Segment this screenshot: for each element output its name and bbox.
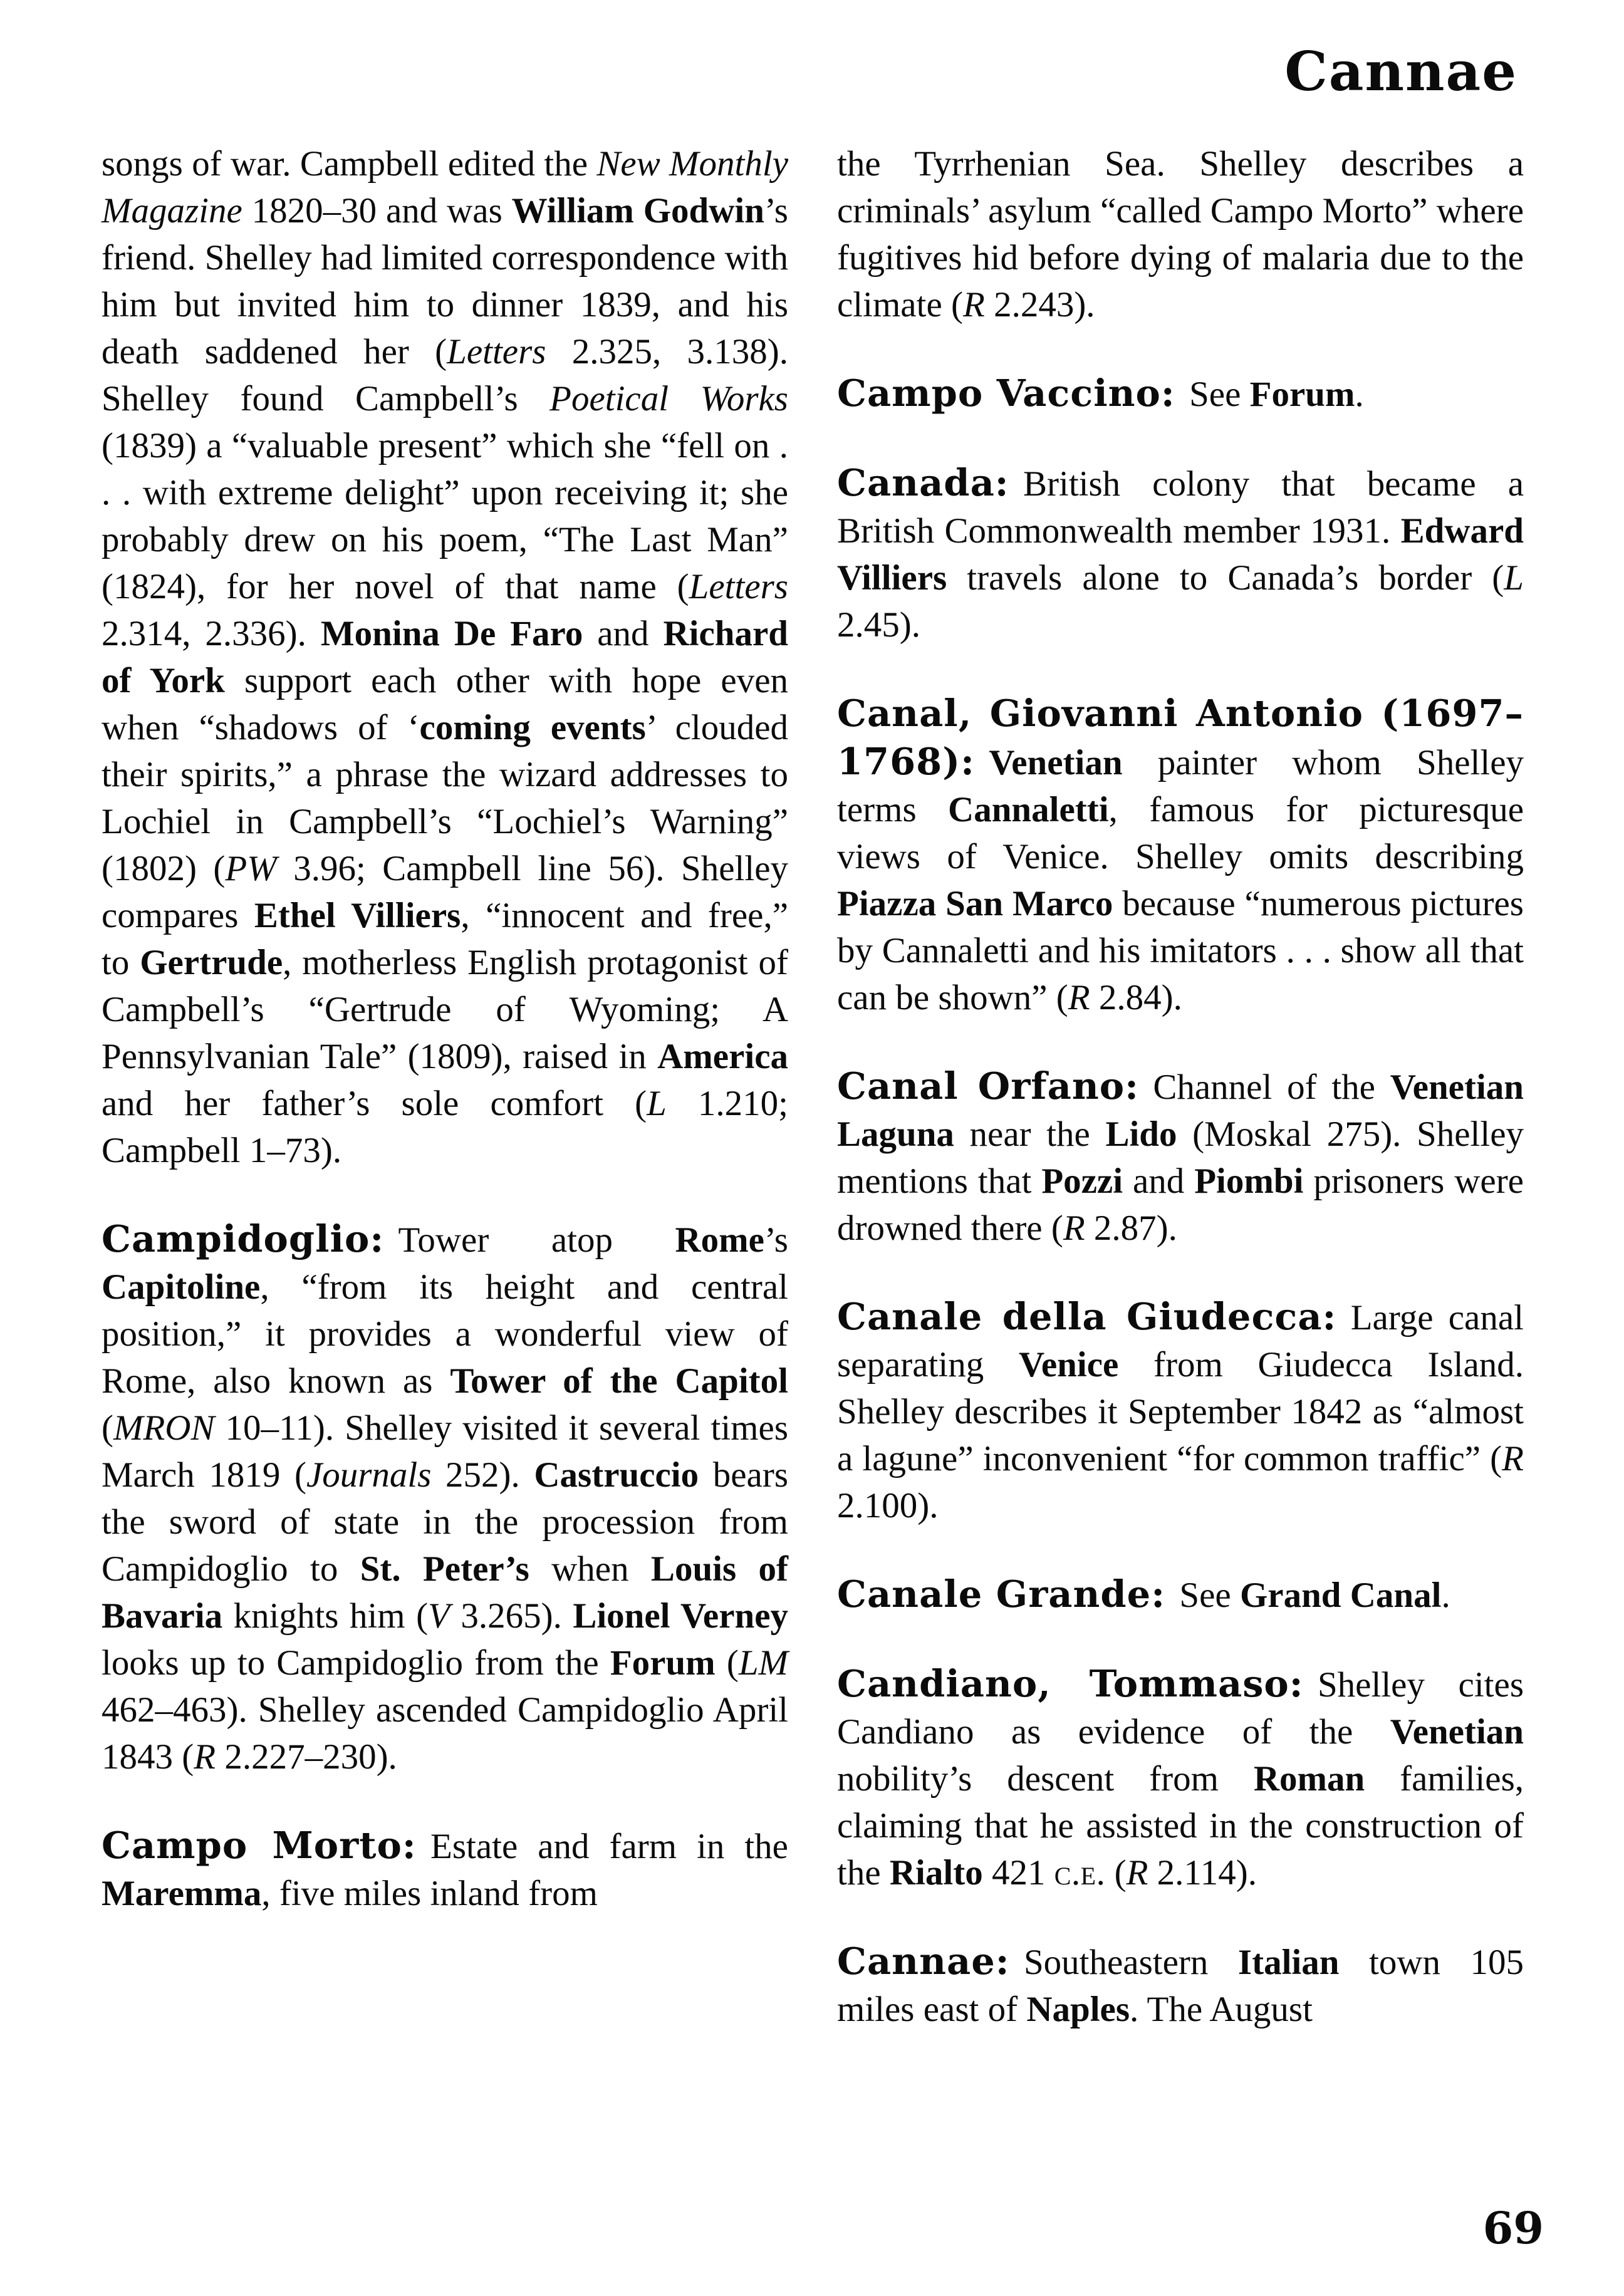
text-segment: 2.227–230). (216, 1737, 397, 1777)
text-segment: Venetian (989, 743, 1123, 782)
text-segment: Piazza San Marco (837, 884, 1113, 923)
text-segment: Lido (1105, 1114, 1177, 1154)
text-segment: . The August (1130, 1990, 1313, 2029)
text-segment: because “numerous pictures by Cannaletti and his imitators . . . show all that can be shown” ( (837, 884, 1524, 1017)
text-segment: New Monthly Magazine (102, 144, 788, 231)
text-segment: 10–11). Shelley visited it several times March 1819 ( (102, 1408, 788, 1495)
text-segment: (1839) a “valuable present” which she “fell on . . . with extreme delight” upon receiving it; she probably drew on his poem, “The Last Man” (1824), for her novel of that name ( (102, 426, 788, 606)
text-segment: 2.100). (837, 1486, 939, 1525)
text-segment: Italian (1237, 1943, 1340, 1982)
entry-heading: Candiano, Tommaso: (837, 1662, 1304, 1705)
text-segment: ( (102, 1408, 113, 1448)
text-segment: Journals (306, 1455, 432, 1495)
text-segment: Edward Villiers (837, 511, 1524, 598)
text-segment: support each other with hope even when “shadows of ‘ (102, 661, 788, 747)
continuation-paragraph (102, 140, 788, 1174)
text-segment: 462–463). Shelley ascended Campidoglio April 1843 ( (102, 1690, 788, 1777)
text-segment: L (647, 1084, 667, 1123)
text-segment: Richard of York (102, 614, 788, 700)
text-segment: Forum (1249, 375, 1355, 414)
text-segment: near the (954, 1114, 1106, 1154)
text-segment: R (1063, 1208, 1085, 1248)
entry-paragraph (837, 1293, 1524, 1529)
entry-heading: Campo Vaccino: (837, 371, 1175, 415)
text-segment: Grand Canal (1239, 1576, 1442, 1615)
text-segment: 1.210; Campbell 1–73). (102, 1084, 788, 1170)
text-segment: bears the sword of state in the procession from Campidoglio to (102, 1455, 788, 1589)
text-segment: R (1126, 1853, 1148, 1893)
entry-heading: Canal Orfano: (837, 1064, 1139, 1108)
entry-paragraph (837, 1938, 1524, 2033)
entry-heading: Campidoglio: (102, 1217, 385, 1260)
text-segment: 3.265). (449, 1596, 573, 1636)
text-segment: MRON (113, 1408, 215, 1448)
text-segment: R (194, 1737, 216, 1777)
entry-paragraph (837, 459, 1524, 648)
text-segment: and her father’s sole comfort ( (102, 1084, 647, 1123)
text-segment: 2.325, 3.138). Shelley found Campbell’s (102, 332, 789, 418)
text-segment: Shelley cites Candiano as evidence of the (837, 1665, 1524, 1752)
left-column (102, 140, 788, 1917)
text-segment: painter whom Shelley terms (837, 743, 1524, 829)
entry-heading: Campo Morto: (102, 1824, 417, 1867)
text-segment: Louis of Bavaria (102, 1549, 788, 1636)
text-segment: LM (738, 1643, 788, 1683)
text-segment: ’ clouded their spirits,” a phrase the wizard addresses to Lochiel in Campbell’s “Lochiel’s Warning” (1802) ( (102, 708, 789, 888)
text-segment: Venetian (1390, 1712, 1524, 1752)
text-segment: Southeastern (1023, 1943, 1238, 1982)
text-segment: 2.45). (837, 605, 920, 645)
text-segment: prisoners were drowned there ( (837, 1161, 1524, 1248)
text-segment: Tower atop (398, 1220, 675, 1260)
text-segment: Cannaletti (948, 790, 1109, 829)
text-segment: Large canal separating (837, 1298, 1524, 1384)
text-segment: Tower of the Capitol (450, 1361, 788, 1401)
text-segment: from Giudecca Island. Shelley describes it September 1842 as “almost a lagune” inconvenient “for common traffic” ( (837, 1345, 1524, 1478)
text-segment: . (1355, 375, 1364, 414)
text-segment: travels alone to Canada’s border ( (947, 558, 1504, 598)
text-segment: 421 (982, 1853, 1054, 1893)
entry-heading: Canale Grande: (837, 1572, 1165, 1616)
entry-paragraph (102, 1215, 788, 1780)
text-segment: Ethel Villiers (254, 896, 461, 935)
text-segment: 2.114). (1148, 1853, 1257, 1893)
text-segment: Lionel Verney (573, 1596, 788, 1636)
text-segment: L (1504, 558, 1524, 598)
text-segment: Venetian Laguna (837, 1067, 1524, 1154)
text-segment: 2.87). (1085, 1208, 1177, 1248)
text-segment: Monina De Faro (320, 614, 583, 653)
text-segment: , motherless English protagonist of Campbell’s “Gertrude of Wyoming; A Pennsylvanian Tale” (1809), raised in (102, 943, 788, 1076)
entry-heading: Canada: (837, 461, 1009, 504)
text-segment: V (428, 1596, 450, 1636)
text-segment: Letters (689, 567, 788, 606)
text-segment: 3.96; Campbell line 56). Shelley compares (102, 849, 788, 935)
entry-heading: Canal, Giovanni Antonio (1697–1768): (837, 692, 1524, 783)
text-segment: See (1189, 375, 1250, 414)
entry-heading: Canale della Giudecca: (837, 1295, 1337, 1338)
text-segment: songs of war. Campbell edited the (102, 144, 597, 184)
text-segment: Letters (447, 332, 546, 371)
text-segment: 2.84). (1090, 978, 1182, 1017)
text-segment: town 105 miles east of (837, 1943, 1524, 2029)
text-segment: when (529, 1549, 651, 1589)
entry-paragraph (837, 1062, 1524, 1252)
text-segment: , “from its height and central position,” it provides a wonderful view of Rome, also known as (102, 1267, 788, 1401)
text-segment: R (962, 285, 985, 325)
text-segment: R (1502, 1439, 1524, 1478)
text-segment: Castruccio (534, 1455, 699, 1495)
right-column (837, 140, 1524, 2033)
text-segment: Capitoline (102, 1267, 261, 1307)
text-segment: and (583, 614, 664, 653)
text-segment: 2.314, 2.336). (102, 614, 321, 653)
running-head: Cannae (1284, 40, 1517, 103)
text-segment: , famous for picturesque views of Venice. Shelley omits describing (837, 790, 1524, 876)
text-segment: , “innocent and free,” to (102, 896, 788, 982)
text-segment: R (1068, 978, 1090, 1017)
entry-paragraph (102, 1822, 788, 1917)
text-segment: Maremma (102, 1874, 262, 1913)
text-segment: William Godwin (511, 191, 764, 231)
text-segment: knights him ( (222, 1596, 429, 1636)
text-segment: coming events (419, 708, 646, 747)
text-segment: Piombi (1194, 1161, 1304, 1201)
text-segment: looks up to Campidoglio from the (102, 1643, 610, 1683)
entry-paragraph (837, 1660, 1524, 1896)
text-segment: 1820–30 and was (242, 191, 512, 231)
text-segment: Poetical Works (549, 379, 788, 418)
page-number: 69 (1482, 2202, 1544, 2254)
continuation-paragraph (837, 140, 1524, 328)
text-segment: 252). (431, 1455, 534, 1495)
text-segment: ’s (764, 1220, 788, 1260)
text-segment: families, claiming that he assisted in the construction of the (837, 1759, 1524, 1893)
text-segment: Venice (1018, 1345, 1119, 1384)
text-segment: Rialto (889, 1853, 983, 1893)
text-segment: Gertrude (140, 943, 283, 982)
entry-paragraph (837, 1571, 1524, 1619)
text-segment: See (1179, 1576, 1240, 1615)
text-segment: Estate and farm in the (430, 1827, 788, 1866)
text-segment: PW (225, 849, 277, 888)
text-segment: Forum (610, 1643, 716, 1683)
text-segment: , five miles inland from (261, 1874, 598, 1913)
text-segment: (Moskal 275). Shelley mentions that (837, 1114, 1524, 1201)
entry-paragraph (837, 690, 1524, 1021)
text-segment: ( (1105, 1853, 1127, 1893)
text-segment: and (1123, 1161, 1195, 1201)
text-segment: 2.243). (984, 285, 1095, 325)
text-segment: . (1441, 1576, 1450, 1615)
text-segment: Rome (675, 1220, 764, 1260)
text-segment: ’s friend. Shelley had limited correspondence with him but invited him to dinner 1839, and his death saddened her ( (102, 191, 788, 371)
text-segment: America (657, 1037, 788, 1076)
text-segment: Naples (1026, 1990, 1130, 2029)
entry-paragraph (837, 370, 1524, 418)
text-segment: the Tyrrhenian Sea. Shelley describes a criminals’ asylum “called Campo Morto” where fugitives hid before dying of malaria due to the climate ( (837, 144, 1524, 325)
entry-heading: Cannae: (837, 1940, 1010, 1983)
text-segment: Channel of the (1153, 1067, 1390, 1107)
text-segment: Pozzi (1041, 1161, 1123, 1201)
text-segment: British colony that became a British Commonwealth member 1931. (837, 464, 1524, 551)
text-segment: nobility’s descent from (837, 1759, 1254, 1799)
text-segment: St. Peter’s (360, 1549, 529, 1589)
text-segment: ( (715, 1643, 739, 1683)
text-segment: Roman (1253, 1759, 1365, 1799)
text-segment: c.e. (1054, 1853, 1106, 1893)
